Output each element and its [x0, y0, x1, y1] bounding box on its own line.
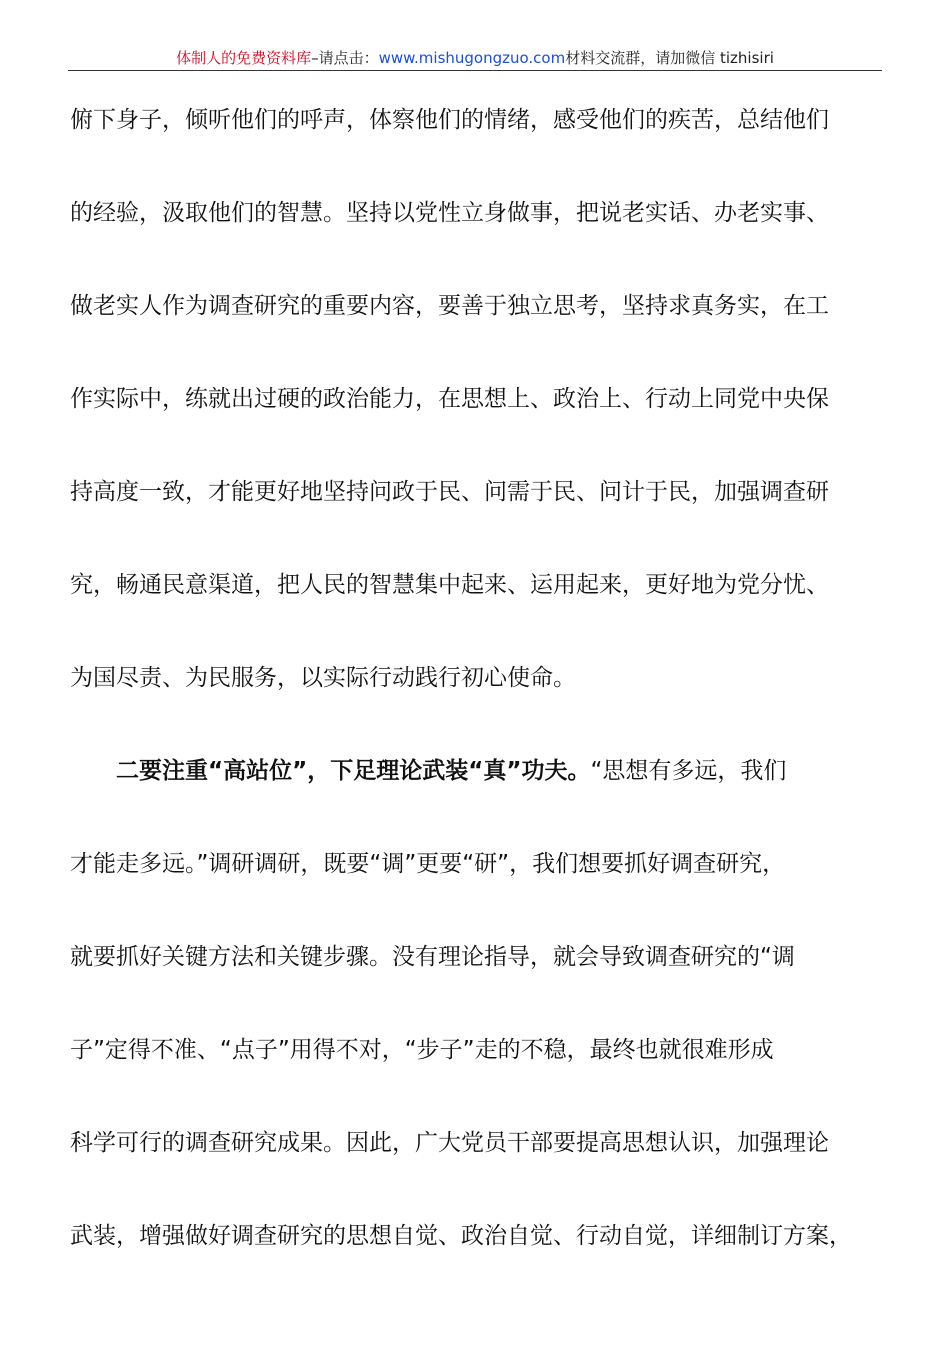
paragraph-1-line-1: 俯下身子，倾听他们的呼声，体察他们的情绪，感受他们的疾苦，总结他们: [70, 107, 829, 133]
paragraph-1-line-3: 做老实人作为调查研究的重要内容，要善于独立思考，坚持求真务实，在工: [70, 293, 829, 319]
paragraph-2-line-5: 科学可行的调查研究成果。因此，广大党员干部要提高思想认识，加强理论: [70, 1130, 829, 1156]
paragraph-1-line-2: 的经验，汲取他们的智慧。坚持以党性立身做事，把说老实话、办老实事、: [70, 200, 829, 226]
header-prompt: –请点击：: [311, 49, 379, 67]
paragraph-2-line-1-rest: “思想有多远，我们: [590, 758, 787, 784]
paragraph-2-line-2: 才能走多远。”调研调研，既要“调”更要“研”，我们想要抓好调查研究，: [70, 851, 786, 877]
paragraph-2-line-1: [70, 745, 882, 838]
paragraph-1: [70, 94, 882, 745]
paragraph-2-line-4: 子”定得不准、“点子”用得不对，“步子”走的不稳，最终也就很难形成: [70, 1037, 774, 1063]
paragraph-2: [70, 745, 882, 1303]
page-header: [68, 46, 882, 71]
paragraph-2-heading: 二要注重“高站位”，下足理论武装“真”功夫。: [116, 758, 591, 784]
paragraph-1-line-4: 作实际中，练就出过硬的政治能力，在思想上、政治上、行动上同党中央保: [70, 386, 829, 412]
paragraph-1-line-5: 持高度一致，才能更好地坚持问政于民、问需于民、问计于民，加强调查研: [70, 479, 829, 505]
header-url-link[interactable]: www.mishugongzuo.com: [378, 49, 566, 67]
paragraph-2-line-3: 就要抓好关键方法和关键步骤。没有理论指导，就会导致调查研究的“调: [70, 944, 795, 970]
paragraph-1-line-7: 为国尽责、为民服务，以实际行动践行初心使命。: [70, 665, 576, 691]
paragraph-2-line-6: 武装，增强做好调查研究的思想自觉、政治自觉、行动自觉，详细制订方案，: [70, 1223, 852, 1249]
header-site-name: 体制人的免费资料库: [176, 49, 312, 67]
header-note: 材料交流群，请加微信 tizhisiri: [565, 49, 774, 67]
document-body: [70, 94, 882, 1303]
paragraph-1-line-6: 究，畅通民意渠道，把人民的智慧集中起来、运用起来，更好地为党分忧、: [70, 572, 829, 598]
